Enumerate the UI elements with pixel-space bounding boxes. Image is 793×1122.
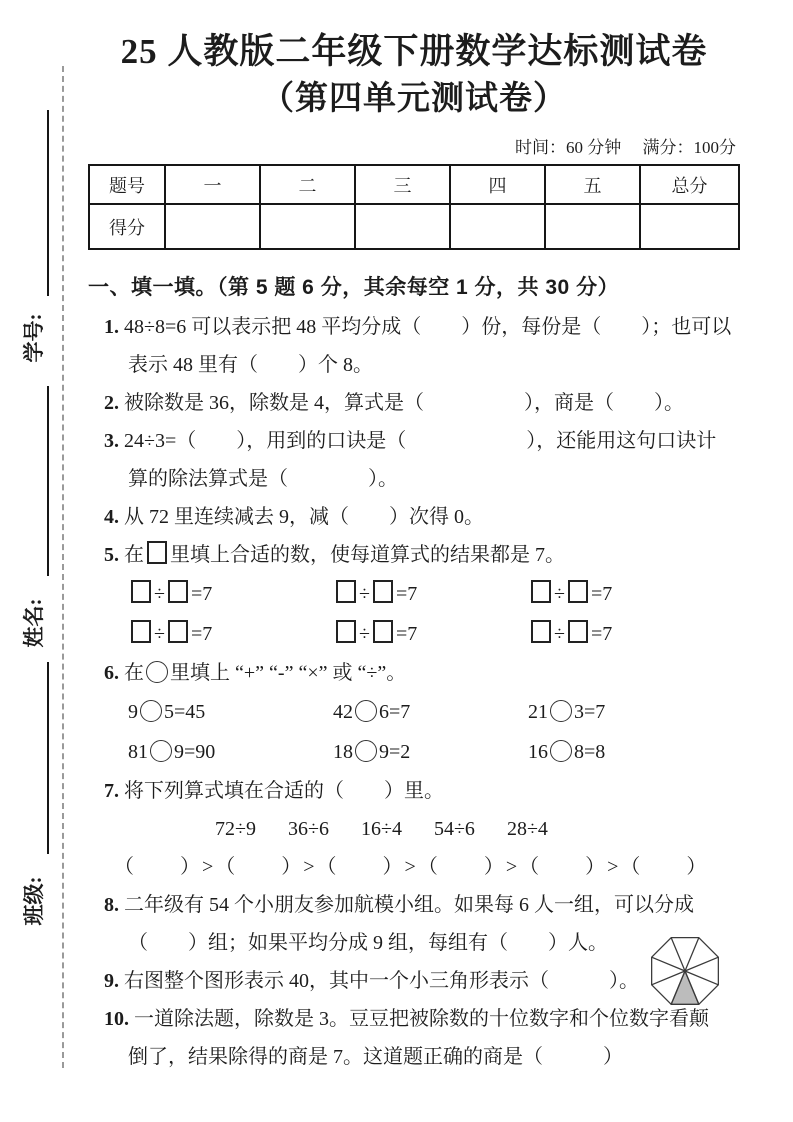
octagon-figure <box>646 932 724 1010</box>
q6-equation: 9 5=45 <box>128 701 206 723</box>
question-text: 将下列算式填在合适的（ ）里。 <box>124 780 444 802</box>
score-header-cell: 二 <box>260 165 355 204</box>
points-empty-cell <box>640 204 739 249</box>
q7-expression: 36÷6 <box>287 818 329 840</box>
score-header-cell: 三 <box>355 165 450 204</box>
operator-circle <box>150 740 172 762</box>
question-number: 10. <box>104 1008 129 1030</box>
question-7 <box>88 772 740 810</box>
question-4 <box>88 498 740 536</box>
q5-equation: ÷ =7 <box>333 574 528 614</box>
blank-square-box <box>568 620 588 643</box>
q6-equation: 42 6=7 <box>333 701 411 723</box>
question-6 <box>88 654 740 692</box>
name-writing-line <box>47 386 49 576</box>
points-empty-cell <box>450 204 545 249</box>
q6-equation: 18 9=2 <box>333 741 411 763</box>
question-number: 7. <box>104 780 119 802</box>
question-number: 5. <box>104 544 119 566</box>
time-and-score-line: 时间：60 分钟 满分：100分 <box>515 138 736 157</box>
question-text: 二年级有 54 个小朋友参加航模小组。如果每 6 人一组，可以分成 <box>124 894 694 916</box>
score-table-points-row <box>89 204 739 249</box>
points-empty-cell <box>545 204 640 249</box>
binding-dashed-line <box>62 66 64 1068</box>
question-8-continued: （ ）组；如果平均分成 9 组，每组有（ ）人。 <box>128 932 608 954</box>
score-header-cell: 一 <box>165 165 260 204</box>
question-5-equations-row-1 <box>88 574 740 614</box>
blank-square-box <box>131 620 151 643</box>
blank-square-box <box>531 620 551 643</box>
question-6-equations-row-2 <box>88 732 740 772</box>
blank-square-box <box>568 580 588 603</box>
blank-square-box <box>531 580 551 603</box>
operator-circle <box>550 740 572 762</box>
question-text: 在 里填上合适的数，使每道算式的结果都是 7。 <box>124 544 565 566</box>
blank-square-box <box>373 580 393 603</box>
question-10 <box>88 1000 740 1038</box>
q5-equation: ÷ =7 <box>333 614 528 654</box>
question-9 <box>88 962 740 1000</box>
score-header-cell: 题号 <box>89 165 165 204</box>
q6-equation: 81 9=90 <box>128 741 216 763</box>
question-text: 24÷3=（ ），用到的口诀是（ ），还能用这句口诀计 <box>124 430 717 452</box>
q5-equation: ÷ =7 <box>528 614 740 654</box>
blank-square-box <box>336 580 356 603</box>
operator-circle <box>146 661 168 683</box>
q7-expression: 72÷9 <box>215 818 256 840</box>
blank-square-box <box>147 541 167 564</box>
question-3-continued: 算的除法算式是（ ）。 <box>128 468 398 490</box>
score-header-cell: 五 <box>545 165 640 204</box>
name-label: 姓名: <box>22 598 46 648</box>
question-1 <box>88 308 740 346</box>
blank-square-box <box>168 620 188 643</box>
section-one-heading: 一、填一填。（第 5 题 6 分，其余每空 1 分，共 30 分） <box>88 276 620 299</box>
q6-equation: 21 3=7 <box>528 701 606 723</box>
question-5-equations-row-2 <box>88 614 740 654</box>
paper-content <box>88 28 740 1076</box>
question-text: 一道除法题，除数是 3。豆豆把被除数的十位数字和个位数字看颠 <box>134 1008 709 1030</box>
q5-equation: ÷ =7 <box>528 574 740 614</box>
blank-square-box <box>336 620 356 643</box>
question-text: 在 里填上 “+” “-” “×” 或 “÷”。 <box>124 662 407 684</box>
q6-equation: 16 8=8 <box>528 741 606 763</box>
question-number: 3. <box>104 430 119 452</box>
blank-square-box <box>373 620 393 643</box>
question-number: 2. <box>104 392 119 414</box>
score-header-cell: 四 <box>450 165 545 204</box>
class-label: 班级: <box>22 876 46 926</box>
score-header-cell: 总分 <box>640 165 739 204</box>
operator-circle <box>355 740 377 762</box>
question-number: 1. <box>104 316 119 338</box>
q7-expression: 28÷4 <box>506 818 548 840</box>
octagon-shaded-triangle <box>671 971 699 1004</box>
question-number: 6. <box>104 662 119 684</box>
question-5 <box>88 536 740 574</box>
question-8 <box>88 886 740 924</box>
operator-circle <box>355 700 377 722</box>
student-id-writing-line <box>47 110 49 296</box>
q7-expression: 16÷4 <box>360 818 402 840</box>
question-6-equations-row-1 <box>88 692 740 732</box>
score-table-header-row <box>89 165 739 204</box>
operator-circle <box>550 700 572 722</box>
question-2 <box>88 384 740 422</box>
points-row-label: 得分 <box>89 204 165 249</box>
points-empty-cell <box>355 204 450 249</box>
question-text: 从 72 里连续减去 9，减（ ）次得 0。 <box>124 506 484 528</box>
question-number: 4. <box>104 506 119 528</box>
question-7-expressions <box>88 810 740 848</box>
q5-equation: ÷ =7 <box>128 614 333 654</box>
blank-square-box <box>131 580 151 603</box>
exam-subtitle: （第四单元测试卷） <box>261 81 567 117</box>
q5-equation: ÷ =7 <box>128 574 333 614</box>
question-3 <box>88 422 740 460</box>
question-number: 9. <box>104 970 119 992</box>
class-writing-line <box>47 662 49 854</box>
question-10-continued: 倒了，结果除得的商是 7。这道题正确的商是（ ） <box>128 1046 623 1068</box>
question-number: 8. <box>104 894 119 916</box>
operator-circle <box>140 700 162 722</box>
exam-title: 25 人教版二年级下册数学达标测试卷 <box>120 32 708 71</box>
question-text: 右图整个图形表示 40，其中一个小三角形表示（ ）。 <box>124 970 639 992</box>
points-empty-cell <box>260 204 355 249</box>
question-text: 被除数是 36，除数是 4，算式是（ ），商是（ ）。 <box>124 392 684 414</box>
student-id-label: 学号: <box>22 313 46 363</box>
blank-square-box <box>168 580 188 603</box>
q7-expression: 54÷6 <box>433 818 475 840</box>
question-7-comparison-line: （ ）>（ ）>（ ）>（ ）>（ ）>（ ） <box>114 856 709 878</box>
score-table <box>88 164 740 250</box>
points-empty-cell <box>165 204 260 249</box>
question-1-continued: 表示 48 里有（ ）个 8。 <box>128 354 373 376</box>
question-text: 48÷8=6 可以表示把 48 平均分成（ ）份，每份是（ ）；也可以 <box>124 316 732 338</box>
